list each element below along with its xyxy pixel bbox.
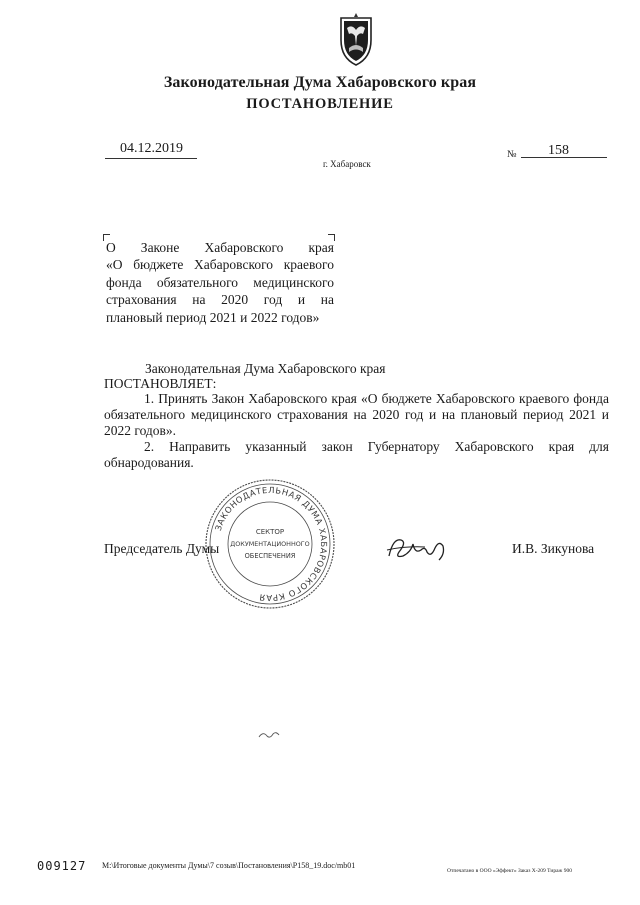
coat-of-arms-icon xyxy=(333,12,379,68)
law-title-line: страхования на 2020 год и на xyxy=(106,292,334,308)
stamp-center-line: ДОКУМЕНТАЦИОННОГО xyxy=(230,540,310,548)
document-number: 158 xyxy=(548,143,569,158)
organization-title: Законодательная Дума Хабаровского края xyxy=(163,74,477,91)
footer-document-number: 009127 xyxy=(37,859,87,873)
preamble-body: Законодательная Дума Хабаровского края xyxy=(145,361,386,376)
law-title xyxy=(106,239,334,326)
law-title-line: «О бюджете Хабаровского краевого xyxy=(106,257,334,273)
document-type: ПОСТАНОВЛЕНИЕ xyxy=(246,96,394,112)
initial-mark xyxy=(258,728,280,740)
stamp-center-line: ОБЕСПЕЧЕНИЯ xyxy=(244,552,296,560)
number-underline xyxy=(521,157,607,158)
stamp-center-line: СЕКТОР xyxy=(255,528,285,536)
chairman-label: Председатель Думы xyxy=(104,541,220,556)
document-date: 04.12.2019 xyxy=(120,141,183,156)
document-city: г. Хабаровск xyxy=(323,159,371,169)
resolution-item-1: 1. Принять Закон Хабаровского края «О бюджете Хабаровского краевого фонда обязательного медицинского страхования на 2020 год и на плановый период 2021 и 2022 годов». xyxy=(104,391,609,438)
official-stamp xyxy=(203,477,337,611)
law-title-line: О Законе Хабаровского края xyxy=(106,240,334,255)
signer-name: И.В. Зикунова xyxy=(512,541,595,556)
footer-file-path: M:\Итоговые документы Думы\7 созыв\Постановления\P158_19.doc/mb01 xyxy=(102,861,356,870)
date-underline xyxy=(105,158,197,159)
footer-print-info: Отпечатано в ООО «Эффект» Заказ Х-209 Тираж 900 xyxy=(447,868,572,874)
law-title-line: плановый период 2021 и 2022 годов» xyxy=(106,309,320,325)
handwritten-signature xyxy=(385,530,455,564)
number-sign: № xyxy=(507,149,517,160)
resolution-item-2: 2. Направить указанный закон Губернатору Хабаровского края для обнародования. xyxy=(104,439,609,470)
stamp-ring-text: ЗАКОНОДАТЕЛЬНАЯ ДУМА ХАБАРОВСКОГО КРАЯ xyxy=(212,484,330,604)
preamble-resolves: ПОСТАНОВЛЯЕТ: xyxy=(104,376,217,391)
law-title-line: фонда обязательного медицинского xyxy=(106,274,334,290)
